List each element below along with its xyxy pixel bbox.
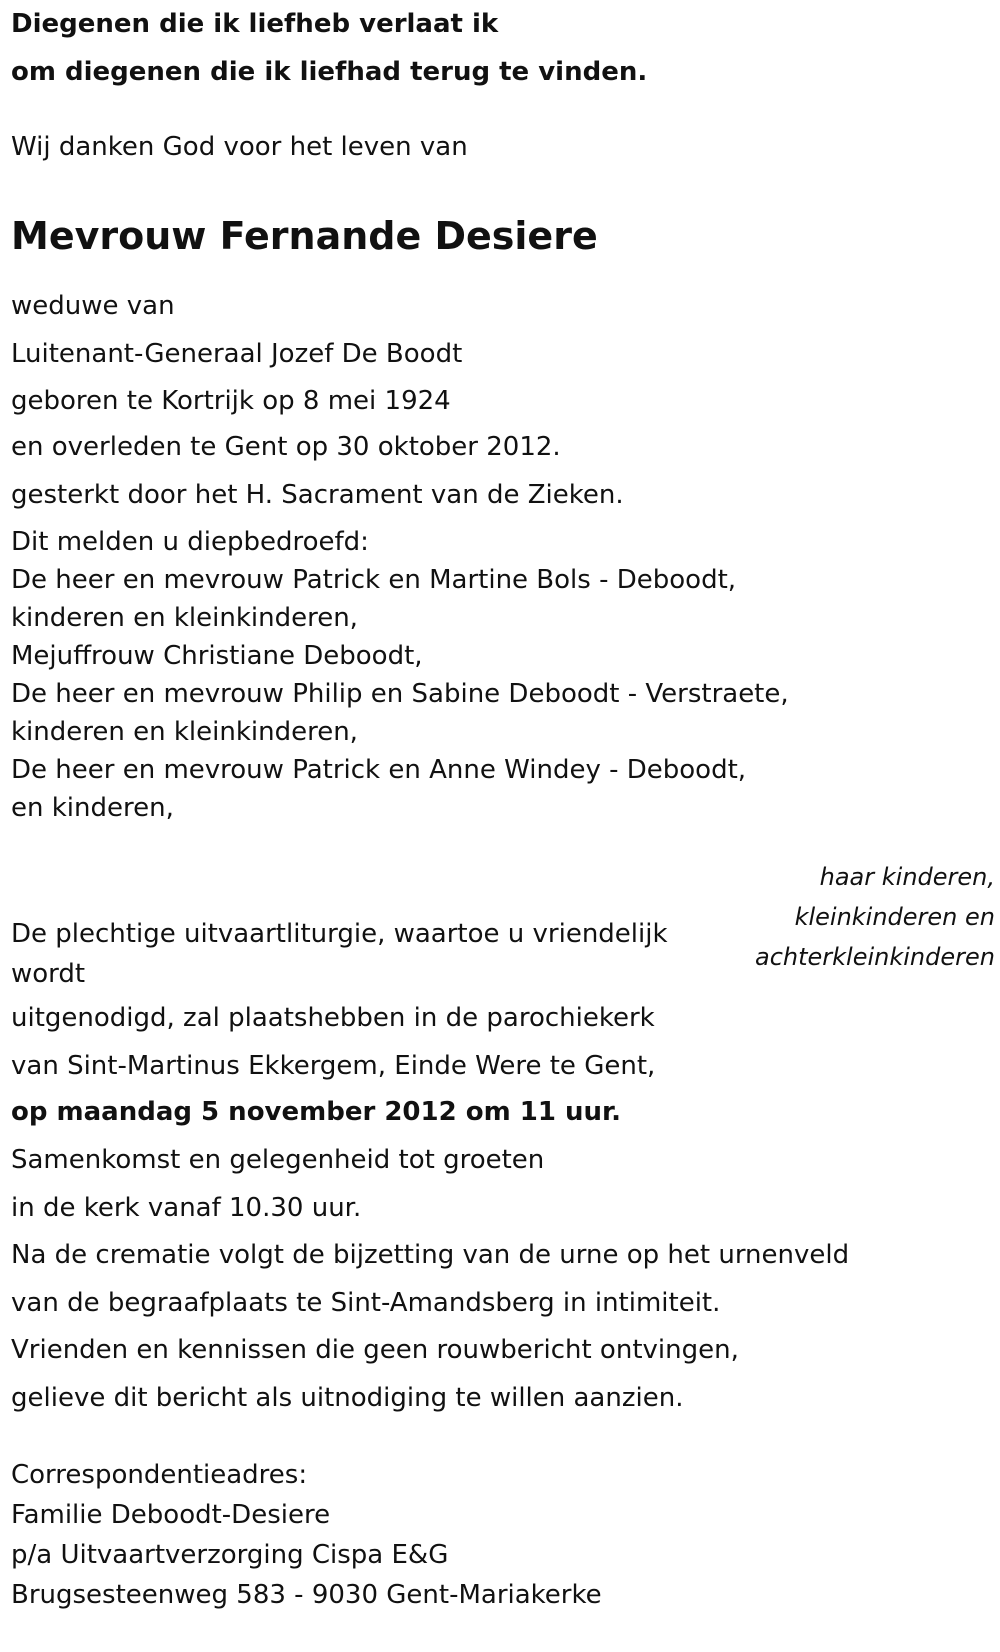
correspondence-line: p/a Uitvaartverzorging Cispa E&G [11, 1540, 449, 1570]
ceremony-info-line: Samenkomst en gelegenheid tot groeten [11, 1145, 545, 1175]
announcer-line: kinderen en kleinkinderen, [11, 603, 358, 633]
detail-line: en overleden te Gent op 30 oktober 2012. [11, 432, 561, 462]
verse-line-2: om diegenen die ik liefhad terug te vinden. [11, 57, 648, 87]
announcer-line: Dit melden u diepbedroefd: [11, 527, 369, 557]
family-signature-line: achterkleinkinderen [755, 943, 995, 971]
announcer-line: en kinderen, [11, 793, 174, 823]
deceased-name: Mevrouw Fernande Desiere [11, 214, 598, 258]
verse-line-1: Diegenen die ik liefheb verlaat ik [11, 9, 499, 39]
ceremony-info-line: gelieve dit bericht als uitnodiging te willen aanzien. [11, 1383, 684, 1413]
family-signature-line: haar kinderen, [819, 863, 995, 891]
announcer-line: De heer en mevrouw Patrick en Anne Windey - Deboodt, [11, 755, 747, 785]
intro-text: Wij danken God voor het leven van [11, 132, 468, 162]
correspondence-line: Familie Deboodt-Desiere [11, 1500, 331, 1530]
ceremony-info-line: van de begraafplaats te Sint-Amandsberg in intimiteit. [11, 1288, 721, 1318]
announcer-line: kinderen en kleinkinderen, [11, 717, 358, 747]
ceremony-location-line: van Sint-Martinus Ekkergem, Einde Were te Gent, [11, 1051, 656, 1081]
ceremony-invite: De plechtige uitvaartliturgie, waartoe u vriendelijk wordt [11, 919, 668, 989]
family-signature [715, 857, 995, 977]
detail-line: geboren te Kortrijk op 8 mei 1924 [11, 386, 451, 416]
family-signature-line: kleinkinderen en [794, 903, 995, 931]
announcer-line: De heer en mevrouw Philip en Sabine Deboodt - Verstraete, [11, 679, 789, 709]
ceremony-datetime: op maandag 5 november 2012 om 11 uur. [11, 1097, 622, 1127]
ceremony-location-line: uitgenodigd, zal plaatshebben in de parochiekerk [11, 1003, 655, 1033]
detail-line: weduwe van [11, 291, 175, 321]
ceremony-info-line: Vrienden en kennissen die geen rouwbericht ontvingen, [11, 1335, 739, 1365]
ceremony-info-line: in de kerk vanaf 10.30 uur. [11, 1193, 362, 1223]
detail-line: gesterkt door het H. Sacrament van de Zieken. [11, 480, 624, 510]
detail-line: Luitenant-Generaal Jozef De Boodt [11, 339, 463, 369]
ceremony-info-line: Na de crematie volgt de bijzetting van de urne op het urnenveld [11, 1240, 850, 1270]
correspondence-line: Brugsesteenweg 583 - 9030 Gent-Mariakerke [11, 1580, 602, 1610]
announcer-line: Mejuffrouw Christiane Deboodt, [11, 641, 423, 671]
announcer-line: De heer en mevrouw Patrick en Martine Bols - Deboodt, [11, 565, 737, 595]
correspondence-line: Correspondentieadres: [11, 1460, 308, 1490]
